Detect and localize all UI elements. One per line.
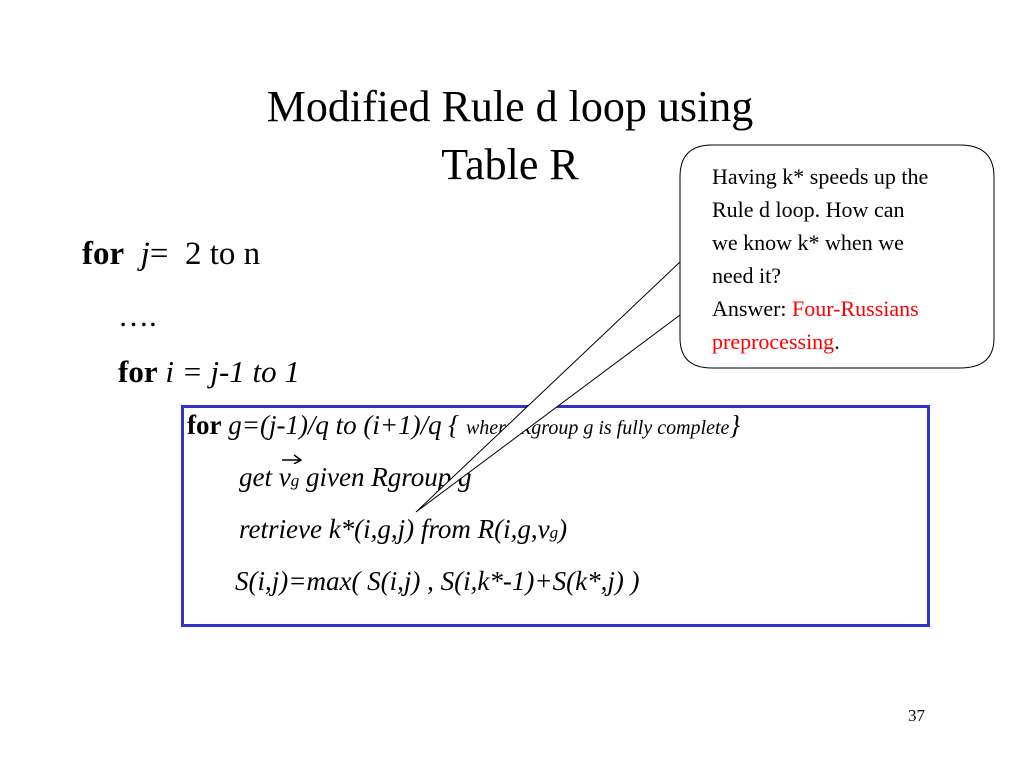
- keyword-for: for: [82, 236, 125, 272]
- callout-answer: [712, 292, 1002, 325]
- equals-sign: =: [149, 236, 169, 272]
- callout-answer-cont: [712, 325, 1002, 358]
- retrieve-text: retrieve k*(i,g,j) from R(i,g,v: [239, 514, 550, 544]
- closing-brace: }: [729, 410, 741, 440]
- ellipsis-text: ….: [118, 298, 157, 333]
- title-line-1: Modified Rule d loop using: [266, 82, 754, 131]
- loop-range: 2 to n: [184, 236, 261, 272]
- subscript-g: g: [290, 471, 300, 490]
- loop-comment: where Rgroup g is fully complete: [465, 417, 730, 439]
- callout-line-1: Having k* speeds up the: [712, 164, 929, 189]
- title-line-2: Table R: [441, 140, 579, 189]
- given-text: given Rgroup g: [299, 462, 472, 492]
- loop-var-j: j: [140, 236, 150, 272]
- callout-text: [712, 160, 1002, 358]
- callout-line-2: Rule d loop. How can: [712, 197, 905, 222]
- max-update-text: S(i,j)=max( S(i,j) , S(i,k*-1)+S(k*,j) ): [235, 566, 640, 596]
- answer-highlight-1: Four-Russians: [792, 296, 919, 321]
- answer-label: Answer:: [712, 296, 793, 321]
- page-number: 37: [908, 706, 925, 725]
- vector-letter: v: [278, 462, 291, 492]
- callout-line-3: we know k* when we: [712, 230, 904, 255]
- keyword-for: for: [118, 354, 158, 389]
- subscript-g: g: [549, 523, 559, 542]
- answer-highlight-2: preprocessing: [712, 329, 835, 354]
- keyword-for: for: [187, 410, 222, 440]
- callout-line-4: need it?: [712, 263, 782, 288]
- get-text: get: [239, 462, 279, 492]
- retrieve-close: ): [558, 514, 568, 544]
- loop-expr-i: i = j-1 to 1: [165, 354, 300, 389]
- answer-period: .: [834, 329, 840, 354]
- loop-expr-g: g=(j-1)/q to (i+1)/q {: [228, 410, 460, 440]
